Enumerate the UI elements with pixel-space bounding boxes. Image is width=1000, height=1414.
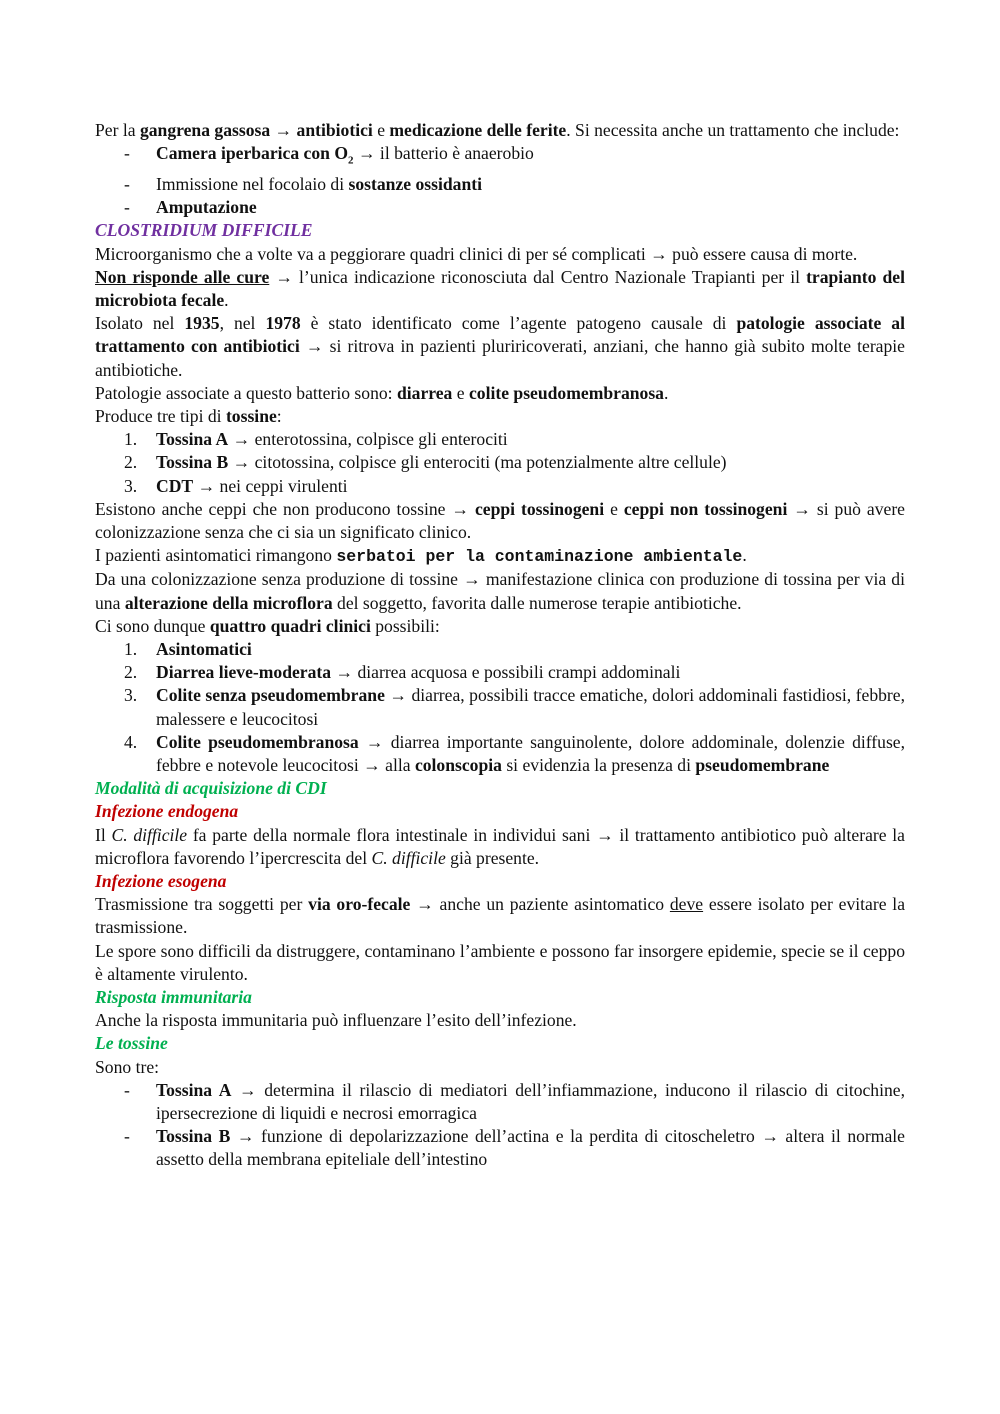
text: . [742,545,747,566]
bold-text: Tossina B [156,452,229,473]
underlined-text: Non risponde alle cure [95,266,270,287]
text: . [224,289,229,310]
dash-bullet: - [124,1079,130,1100]
text: anche un paziente asintomatico [433,894,670,915]
text: essere isolato per evitare la trasmissione. [95,894,906,938]
bold-text: patologie associate al trattamento con antibiotici [95,313,905,357]
text: e [604,498,624,519]
list-item [95,196,905,219]
arrow-icon: → [793,498,811,519]
arrow-icon: → [197,475,216,496]
bold-text: Amputazione [156,197,257,218]
arrow-icon: → [463,569,481,590]
text: enterotossina, colpisce gli enterociti [250,429,508,450]
text: e [372,120,390,140]
paragraph [95,312,905,382]
bold-text: colonscopia [414,755,502,775]
list-item [95,475,905,498]
bold-text: ceppi non tossinogeni [623,498,788,519]
bold-text: Asintomatici [156,638,252,659]
arrow-icon: → [596,824,614,845]
bold-text: Diarrea lieve-moderata [156,662,332,683]
bold-text: antibiotici [296,120,373,140]
bold-text: gangrena gassosa [139,120,271,140]
bold-text: via oro-fecale [308,894,411,915]
text: il batterio è anaerobio [375,143,534,164]
bold-text: Colite senza pseudomembrane [156,685,385,706]
bold-text: Camera iperbarica con O [156,143,349,164]
paragraph [95,382,905,405]
subsection-heading: Risposta immunitaria [95,987,252,1008]
arrow-icon: → [232,429,251,450]
list-number: 1. [124,638,138,659]
arrow-icon: → [239,1079,257,1100]
arrow-icon: → [232,452,251,473]
text: nei ceppi virulenti [215,475,348,496]
text: Ci sono dunque [95,615,210,636]
text: Produce tre tipi di [95,405,226,426]
text: si ritrova in pazienti pluriricoverati, anziani, che hanno già subito molte terapie antibiotiche. [95,336,905,380]
list-number: 2. [124,662,138,683]
list-number: 3. [124,475,138,496]
bold-text: pseudomembrane [695,755,830,775]
text: altera il normale assetto della membrana epiteliale dell’intestino [156,1126,905,1170]
italic-text: C. difficile [111,824,188,845]
list-number: 4. [124,731,138,752]
text: può essere causa di morte. [667,243,858,264]
bold-text: CDT [156,475,194,496]
text: Da una colonizzazione senza produzione di tossine [95,569,458,590]
arrow-icon: → [274,120,293,140]
text: si può avere colonizzazione senza che ci sia un significato clinico. [95,498,905,542]
bold-text: tossine [225,405,277,426]
dash-bullet: - [124,1126,130,1147]
subscript: 2 [348,154,354,167]
text: , nel [219,313,266,334]
text: e [452,382,469,403]
text: . Si necessita anche un trattamento che include: [566,120,900,140]
text: si evidenzia la presenza di [501,755,696,775]
section-heading: CLOSTRIDIUM DIFFICILE [95,220,313,241]
arrow-icon: → [305,336,324,357]
dash-bullet: - [124,173,130,194]
paragraph [95,544,905,568]
bold-text: quattro quadri clinici [209,615,371,636]
subsection-heading: Modalità di acquisizione di CDI [95,778,327,799]
bold-text: ceppi tossinogeni [474,498,605,519]
text: alla [380,755,415,775]
bold-text: alterazione della microflora [124,592,333,613]
text: Esistono anche ceppi che non producono tossine [95,498,446,519]
list-item [95,1079,905,1125]
text: diarrea acquosa e possibili crampi addominali [353,662,681,683]
paragraph: Sono tre: [95,1056,160,1077]
dash-bullet: - [124,197,130,218]
bold-text: colite pseudomembranosa [468,382,664,403]
text: già presente. [445,847,540,868]
list-item [95,661,905,684]
text: : [276,405,282,426]
list-item [95,684,905,730]
underlined-text: deve [669,894,704,915]
text: determina il rilascio di mediatori dell’infiammazione, inducono il rilascio di citochine, ipersecrezione di liquidi e necrosi emorragica [156,1079,905,1124]
subsection-heading: Infezione esogena [95,871,227,892]
paragraph [95,615,905,638]
paragraph [95,568,905,614]
text: I pazienti asintomatici rimangono [95,545,337,566]
bold-text: Tossina A [156,429,229,450]
bold-text: trapianto del microbiota fecale [95,266,905,310]
bold-text: medicazione delle ferite [389,120,567,140]
bold-text: 1935 [184,313,220,334]
text: Microorganismo che a volte va a peggiorare quadri clinici di per sé complicati [95,243,646,264]
paragraph [95,243,905,266]
list-item [95,731,905,777]
paragraph: Anche la risposta immunitaria può influenzare l’esito dell’infezione. [95,1010,577,1031]
text: diarrea importante sanguinolente, dolore addominale, dolenzie diffuse, febbre e notevole leucocitosi [156,731,906,775]
bold-text: diarrea [396,382,453,403]
arrow-icon: → [365,731,384,752]
bold-text: Tossina B [156,1126,231,1147]
gangrene-paragraph [95,119,905,142]
bold-text: Colite pseudomembranosa [156,731,359,752]
paragraph [95,498,905,544]
bold-text: 1978 [265,313,301,334]
subsection-heading: Infezione endogena [95,801,239,822]
arrow-icon: → [451,498,469,519]
arrow-icon: → [335,662,354,683]
text: è stato identificato come l’agente patogeno causale di [300,313,737,334]
list-item [95,173,905,196]
arrow-icon: → [363,755,381,775]
paragraph [95,893,905,939]
paragraph [95,405,905,428]
paragraph [95,266,905,312]
text: possibili: [370,615,440,636]
arrow-icon: → [650,243,668,264]
text: manifestazione clinica con produzione di tossina per via di una [95,569,905,613]
text: diarrea, possibili tracce ematiche, dolori addominali fastidiosi, febbre, malessere e leucocitosi [156,685,906,729]
list-item [95,638,905,661]
paragraph: Le spore sono difficili da distruggere, contaminano l’ambiente e possono far insorgere epidemie, specie se il ceppo è altamente virulento. [95,940,905,984]
text: fa parte della normale flora intestinale in individui sani [187,824,591,845]
list-number: 2. [124,452,138,473]
subsection-heading: Le tossine [95,1033,168,1054]
bold-text: sostanze ossidanti [348,173,482,194]
text: Patologie associate a questo batterio sono: [95,382,397,403]
text: citotossina, colpisce gli enterociti (ma potenzialmente altre cellule) [250,452,727,473]
list-item [95,451,905,474]
paragraph [95,824,905,870]
dash-bullet: - [124,143,130,164]
text: funzione di depolarizzazione dell’actina e la perdita di citoscheletro [254,1126,755,1147]
text: il trattamento antibiotico può alterare la microflora favorendo l’ipercrescita del [95,824,905,868]
bold-text: Tossina A [156,1079,232,1100]
list-item [95,428,905,451]
list-item [95,142,905,173]
list-number: 3. [124,685,138,706]
text: l’unica indicazione riconosciuta dal Centro Nazionale Trapianti per il [292,266,807,287]
arrow-icon: → [761,1126,779,1147]
list-item [95,1125,905,1171]
arrow-icon: → [389,685,407,706]
text: Immissione nel focolaio di [156,173,349,194]
text: del soggetto, favorita dalle numerose terapie antibiotiche. [332,592,742,613]
text: Per la [95,120,140,140]
arrow-icon: → [236,1126,255,1147]
text: Trasmissione tra soggetti per [95,894,309,915]
document-page [95,119,905,1172]
text: Il [95,824,112,845]
arrow-icon: → [416,894,434,915]
text: . [663,382,669,403]
arrow-icon: → [357,143,376,164]
text: Isolato nel [95,313,185,334]
arrow-icon: → [275,266,293,287]
list-number: 1. [124,429,138,450]
bold-text: serbatoi per la contaminazione ambientale [336,547,743,567]
italic-text: C. difficile [371,847,446,868]
